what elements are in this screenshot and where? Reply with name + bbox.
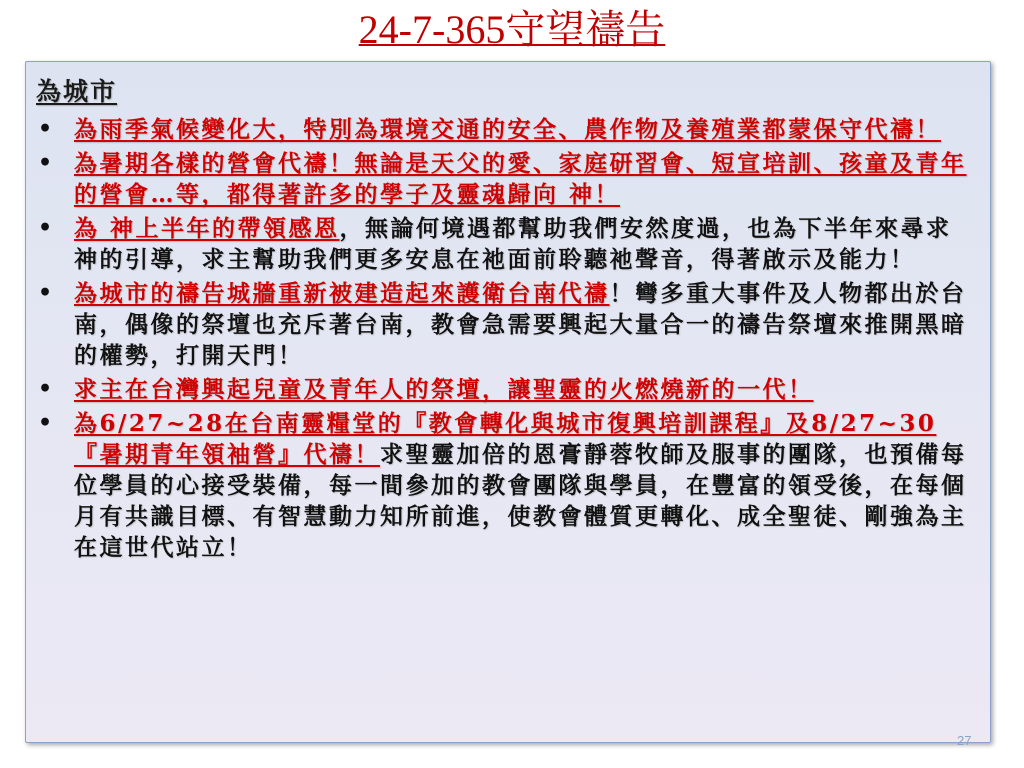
bullet-dot: •	[38, 376, 55, 402]
page-number: 27	[957, 733, 972, 748]
prayer-item-highlight: 為雨季氣候變化大，特別為環境交通的安全、農作物及養殖業都蒙保守代禱！	[74, 116, 941, 143]
prayer-item-text: ！彎多重大事件及人物都出於台南，偶像的祭壇也充斥著台南，教會急需要興起大量合一的禱告祭壇來推開黑暗的權勢，打開天門！	[74, 280, 967, 369]
prayer-item-6	[34, 408, 980, 563]
prayer-item-highlight: 求主在台灣興起兒童及青年人的祭壇，讓聖靈的火燃燒新的一代！	[74, 376, 814, 403]
bullet-dot: •	[38, 215, 55, 241]
bullet-dot: •	[38, 280, 55, 306]
prayer-item-highlight: 為暑期各樣的營會代禱！無論是天父的愛、家庭研習會、短宣培訓、孩童及青年的營會…等，都得著許多的學子及靈魂歸向 神！	[74, 150, 967, 208]
prayer-item-text: ，無論何境遇都幫助我們安然度過，也為下半年來尋求 神的引導，求主幫助我們更多安息在祂面前聆聽祂聲音，得著啟示及能力！	[74, 215, 952, 273]
slide-title: 24-7-365守望禱告	[358, 7, 666, 52]
prayer-list	[34, 114, 980, 566]
section-heading: 為城市	[36, 77, 118, 106]
bullet-dot: •	[38, 116, 55, 142]
prayer-item-2	[34, 148, 980, 210]
prayer-item-5	[34, 374, 980, 405]
prayer-item-highlight: 為6/27~28在台南靈糧堂的『教會轉化與城市復興培訓課程』及8/27~30『暑期青年領袖營』代禱！	[74, 410, 937, 468]
prayer-item-highlight: 為 神上半年的帶領感恩	[74, 215, 340, 242]
content-box	[25, 61, 991, 743]
prayer-item-1	[34, 114, 980, 145]
prayer-item-3	[34, 213, 980, 275]
bullet-dot: •	[38, 150, 55, 176]
bullet-dot: •	[38, 410, 55, 436]
prayer-item-text: 求聖靈加倍的恩膏靜蓉牧師及服事的團隊，也預備每位學員的心接受裝備，每一間參加的教會團隊與學員，在豐富的領受後，在每個月有共識目標、有智慧動力知所前進，使教會體質更轉化、成全聖徒、剛強為主在這世代站立！	[74, 441, 967, 561]
prayer-item-highlight: 為城市的禱告城牆重新被建造起來護衛台南代禱	[74, 280, 610, 307]
prayer-item-4	[34, 278, 980, 371]
